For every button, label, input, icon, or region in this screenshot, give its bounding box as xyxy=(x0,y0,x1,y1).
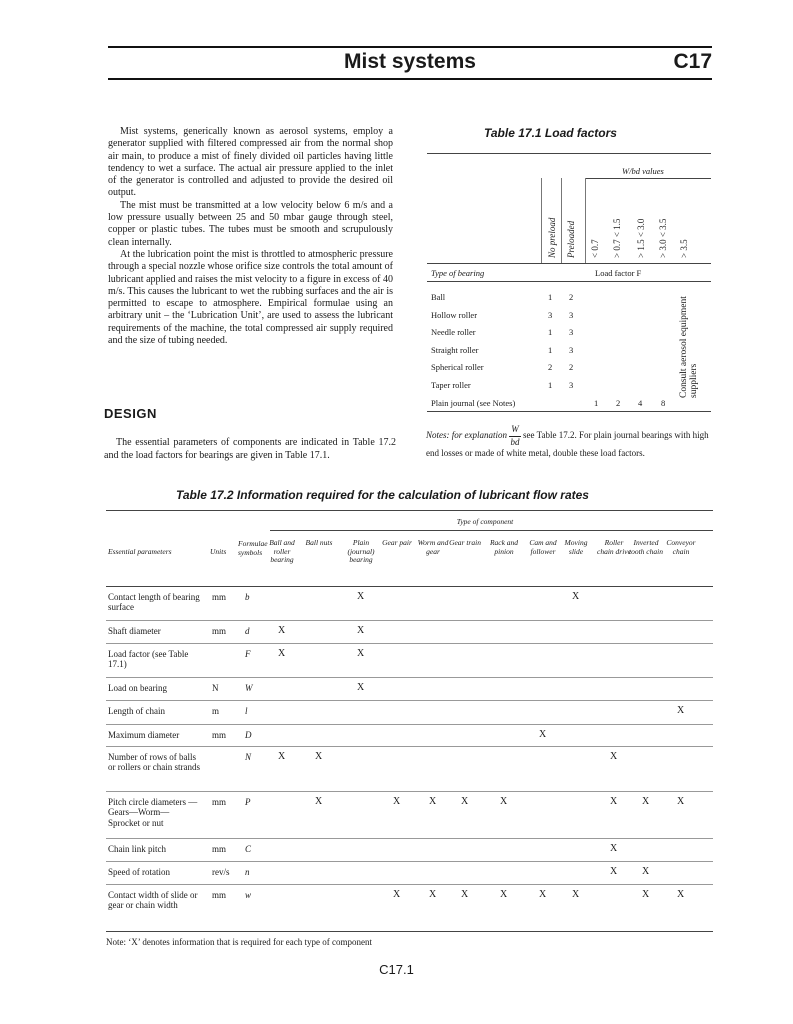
table1-title: Table 17.1 Load factors xyxy=(484,126,617,140)
table2-unit: mm xyxy=(212,730,227,740)
table2-column-header: Ball and roller bearing xyxy=(269,538,295,565)
requirement-mark: X xyxy=(500,889,508,900)
table1-column-header: > 1.5 < 3.0 xyxy=(636,218,646,258)
table2-row-divider xyxy=(106,791,713,792)
table1-column-divider xyxy=(561,178,562,263)
note-text: see Table 17.2. For plain journal bearings with high end losses or made of white metal, double these load factors. xyxy=(426,430,709,458)
requirement-mark: X xyxy=(500,796,508,807)
table1-column-header: No preload xyxy=(547,217,557,258)
table2-symbol: F xyxy=(245,649,251,659)
fraction-denominator: bd xyxy=(510,436,520,447)
table2-symbol: D xyxy=(245,730,252,740)
table2-column-header: Roller chain drive xyxy=(597,538,631,556)
table1-column-divider xyxy=(585,178,586,263)
table2-row-divider xyxy=(106,724,713,725)
table2-group-header: Type of component xyxy=(456,517,514,526)
table2-row-divider xyxy=(106,861,713,862)
table2-symbol: C xyxy=(245,844,252,854)
table2-unit: m xyxy=(212,706,220,716)
table1-load-header: Load factor F xyxy=(595,268,642,278)
fraction-numerator: W xyxy=(509,424,521,437)
table2-note: Note: ‘X’ denotes information that is required for each type of component xyxy=(106,937,372,947)
page-title: Mist systems xyxy=(344,50,476,73)
table2-column-header: Cam and follower xyxy=(529,538,557,556)
requirement-mark: X xyxy=(429,889,437,900)
table2-unit: mm xyxy=(212,844,227,854)
table2-column-header: Moving slide xyxy=(564,538,588,556)
table1-row-label: Spherical roller xyxy=(431,362,484,373)
table2-row-divider xyxy=(106,884,713,885)
load-factor-value: 1 xyxy=(548,344,553,355)
table1-column-header: > 3.5 xyxy=(679,239,689,258)
intro-paragraph: The mist must be transmitted at a low velocity below 6 m/s and a low pressure usually between 25 and 50 mbar gauge through steel, copper or plastic tubes. The tubes must be smooth and scrupulously clean internally. xyxy=(108,199,393,248)
requirement-mark: X xyxy=(393,889,401,900)
table2-symbol: n xyxy=(245,867,250,877)
design-text: The essential parameters of components are indicated in Table 17.2 and the load factors for bearings are given in Table 17.1. xyxy=(104,437,396,461)
table2-row-divider xyxy=(106,746,713,747)
requirement-mark: X xyxy=(539,889,547,900)
table2-unit: rev/s xyxy=(212,867,230,877)
table1-row-label: Hollow roller xyxy=(431,309,478,320)
table2-param-label: Number of rows of balls or rollers or chain strands xyxy=(108,752,200,773)
table2-units-header: Units xyxy=(210,547,227,556)
load-factor-value: 2 xyxy=(569,292,574,302)
requirement-mark: X xyxy=(610,843,618,854)
table2-param-label: Load on bearing xyxy=(108,683,167,693)
table2-title: Table 17.2 Information required for the calculation of lubricant flow rates xyxy=(176,488,589,502)
load-factor-value: 3 xyxy=(569,344,574,355)
header-bottom-rule xyxy=(108,78,712,80)
table2-row-divider xyxy=(106,838,713,839)
load-factor-value: 1 xyxy=(548,292,553,302)
wbd-fraction xyxy=(509,424,521,448)
intro-text xyxy=(108,126,393,347)
table2-symbol: N xyxy=(245,752,252,762)
requirement-mark: X xyxy=(357,682,365,693)
table2-column-header: Gear train xyxy=(449,538,481,547)
table2-param-label: Chain link pitch xyxy=(108,844,166,854)
requirement-mark: X xyxy=(357,625,365,636)
table2-param-label: Pitch circle diameters —Gears—Worm—Sprocket or nut xyxy=(108,797,198,828)
intro-paragraph: At the lubrication point the mist is throttled to atmospheric pressure through a special nozzle whose orifice size controls the total amount of lubricant applied and raises the mist velocity to a figure in excess of 40 m/s. This causes the lubricant to wet the rubbing surfaces and the air is permitted to escape to atmosphere. Empirical formulae using an arbitrary unit – the ‘Lubrication Unit’, are used to assess the lubricant requirements of the machine, the total compressed air supply required and the size of tubing needed. xyxy=(108,248,393,347)
table2-symbol: w xyxy=(245,890,252,900)
requirement-mark: X xyxy=(642,889,650,900)
table1-row-label: Straight roller xyxy=(431,344,479,355)
table2-unit: mm xyxy=(212,797,227,807)
table2-unit: mm xyxy=(212,626,227,636)
table2-symbol: b xyxy=(245,592,250,602)
load-factor-value: 3 xyxy=(548,309,553,320)
table2-unit: mm xyxy=(212,592,227,602)
requirement-mark: X xyxy=(572,591,580,602)
table2-column-header: Inverted tooth chain xyxy=(629,538,663,556)
table2-formulae-header: Formulae symbols xyxy=(238,539,268,557)
table2-row-divider xyxy=(106,677,713,678)
load-factor-value: 2 xyxy=(569,362,574,373)
table1-column-header: Preloaded xyxy=(566,220,576,258)
table2-param-label: Shaft diameter xyxy=(108,626,161,636)
table2-column-header: Conveyor chain xyxy=(666,538,696,556)
requirement-mark: X xyxy=(315,796,323,807)
requirement-mark: X xyxy=(677,796,685,807)
table2-row-divider xyxy=(106,643,713,644)
requirement-mark: X xyxy=(278,751,286,762)
load-factor-value: 3 xyxy=(569,309,574,320)
intro-paragraph: Mist systems, generically known as aerosol systems, employ a generator supplied with filtered compressed air from the normal shop air main, to produce a mist of finely divided oil particles having little tendency to wet a surface. The actual air pressure applied to the inlet of the generator is controlled and adjusted to provide the desired oil output. xyxy=(108,126,393,199)
load-factor-value: 1 xyxy=(548,327,553,338)
load-factor-value: 3 xyxy=(569,380,574,390)
requirement-mark: X xyxy=(461,889,469,900)
table1-note xyxy=(426,424,714,460)
table2-param-label: Load factor (see Table 17.1) xyxy=(108,649,189,670)
note-prefix: Notes: for explanation xyxy=(426,430,507,441)
requirement-mark: X xyxy=(677,889,685,900)
table2-symbol: P xyxy=(245,797,251,807)
table1-row-label: Plain journal (see Notes) xyxy=(431,397,516,408)
requirement-mark: X xyxy=(393,796,401,807)
table2-param-label: Contact width of slide or gear or chain width xyxy=(108,890,198,911)
requirement-mark: X xyxy=(610,751,618,762)
requirement-mark: X xyxy=(642,866,650,877)
table1-consult-note: Consult aerosol equipment suppliers xyxy=(679,296,699,398)
requirement-mark: X xyxy=(278,648,286,659)
table2-symbol: d xyxy=(245,626,250,636)
requirement-mark: X xyxy=(461,796,469,807)
table2-symbol: W xyxy=(245,683,253,693)
load-factor-value: 2 xyxy=(548,362,553,373)
requirement-mark: X xyxy=(357,591,365,602)
table2-param-label: Maximum diameter xyxy=(108,730,180,740)
requirement-mark: X xyxy=(610,796,618,807)
requirement-mark: X xyxy=(315,751,323,762)
table2-column-header: Rack and pinion xyxy=(489,538,519,556)
table2-column-header: Worm and gear xyxy=(417,538,449,556)
header-top-rule xyxy=(108,46,712,48)
table2-unit: mm xyxy=(212,890,227,900)
table2-column-header: Gear pair xyxy=(382,538,412,547)
requirement-mark: X xyxy=(610,866,618,877)
table1-row-label: Taper roller xyxy=(431,380,471,390)
table2-symbol: l xyxy=(245,706,248,716)
requirement-mark: X xyxy=(429,796,437,807)
table2-param-label: Speed of rotation xyxy=(108,867,170,877)
table1-column-header: < 0.7 xyxy=(590,239,600,258)
load-factor-value: 8 xyxy=(661,397,666,408)
load-factor-value: 3 xyxy=(569,327,574,338)
table2-row-divider xyxy=(106,700,713,701)
table2-column-header: Plain (journal) bearing xyxy=(347,538,375,565)
table1-row-header: Type of bearing xyxy=(431,268,485,278)
table1-column-divider xyxy=(541,178,542,263)
table1-group-header: W/bd values xyxy=(622,166,664,176)
design-heading: DESIGN xyxy=(104,406,157,421)
table1-row-label: Needle roller xyxy=(431,327,476,338)
table1-row-label: Ball xyxy=(431,292,446,302)
requirement-mark: X xyxy=(278,625,286,636)
page-number: C17.1 xyxy=(379,962,414,977)
table2-param-label: Contact length of bearing surface xyxy=(108,592,200,613)
requirement-mark: X xyxy=(357,648,365,659)
table1-column-header: > 0.7 < 1.5 xyxy=(612,218,622,258)
table2-unit: N xyxy=(212,683,219,693)
requirement-mark: X xyxy=(677,705,685,716)
requirement-mark: X xyxy=(539,729,547,740)
load-factor-value: 4 xyxy=(638,397,643,408)
table2-param-label: Length of chain xyxy=(108,706,165,716)
table1-column-header: > 3.0 < 3.5 xyxy=(658,218,668,258)
load-factor-value: 1 xyxy=(548,380,553,390)
table2-row-divider xyxy=(106,620,713,621)
table2-column-header: Ball nuts xyxy=(305,538,333,547)
load-factor-value: 2 xyxy=(616,397,621,408)
load-factor-value: 1 xyxy=(594,397,599,408)
requirement-mark: X xyxy=(572,889,580,900)
requirement-mark: X xyxy=(642,796,650,807)
table2-param-header: Essential parameters xyxy=(108,547,172,556)
page-code: C17 xyxy=(673,50,712,73)
